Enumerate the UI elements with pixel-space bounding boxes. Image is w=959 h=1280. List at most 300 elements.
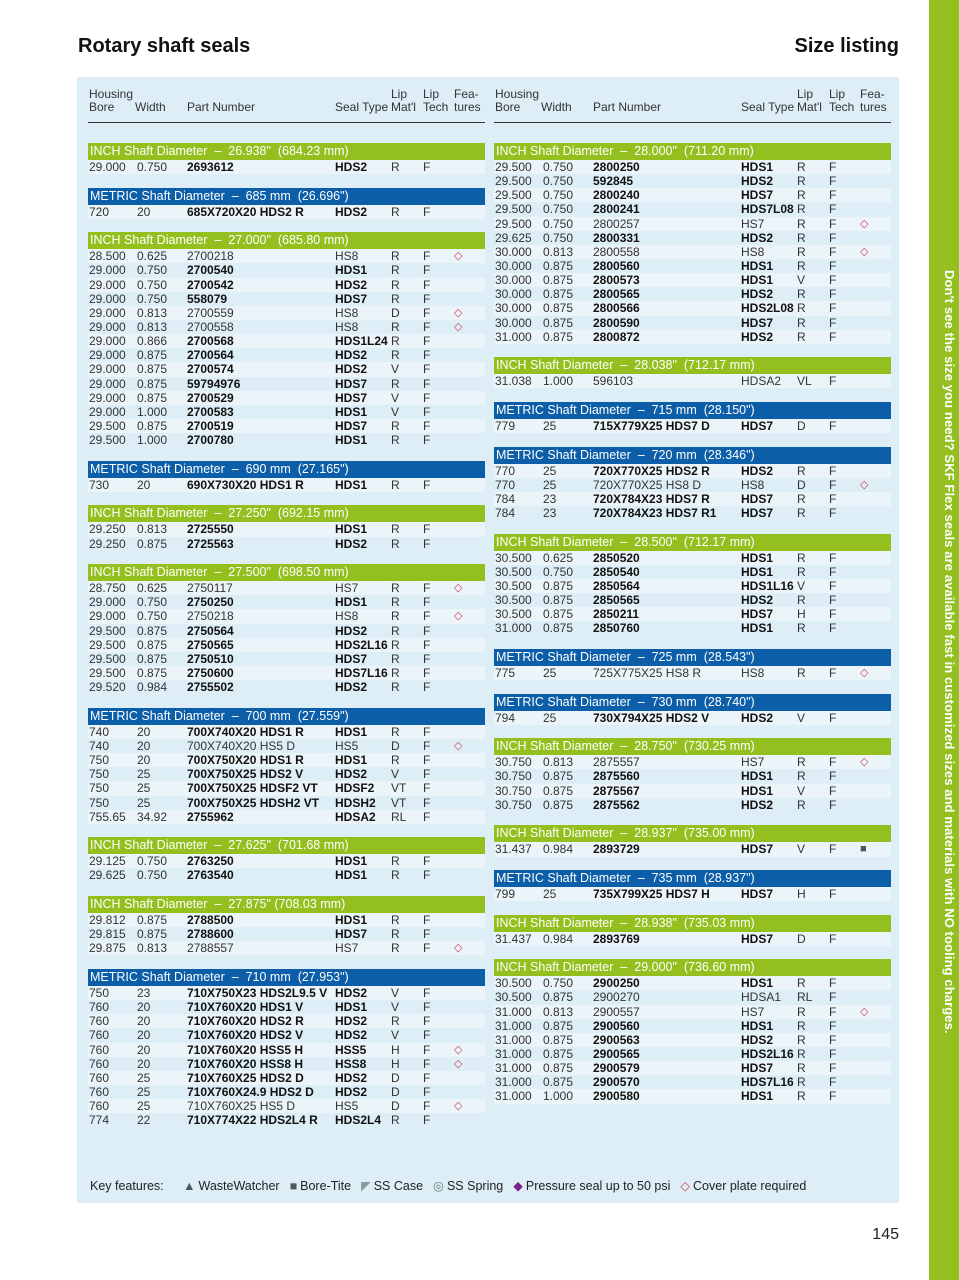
seal-type-cell: HDS1 (741, 550, 774, 565)
cover-plate-icon: ◇ (860, 667, 869, 680)
table-row (88, 1000, 485, 1014)
seal-type-cell: HDS1 (741, 1089, 774, 1104)
part-number-cell: 2755502 (187, 680, 234, 695)
table-row (494, 565, 891, 579)
lip-tech-cell: F (423, 623, 431, 638)
width-cell: 20 (137, 753, 151, 768)
table-row (88, 595, 485, 609)
lip-tech-cell: F (829, 1089, 837, 1104)
seal-type-cell: HDS7 (335, 418, 368, 433)
part-number-cell: 700X740X20 HDS1 R (187, 724, 304, 739)
part-number-cell: 2700564 (187, 348, 234, 363)
lip-material-cell: V (797, 783, 806, 798)
width-cell: 22 (137, 1113, 151, 1128)
seal-type-cell: HDS2 (335, 362, 368, 377)
table-row (494, 1033, 891, 1047)
width-cell: 0.875 (137, 651, 168, 666)
table-row (88, 537, 485, 551)
width-cell: 25 (137, 795, 151, 810)
housing-bore-cell: 30.500 (495, 976, 532, 991)
lip-material-cell: R (797, 188, 806, 203)
sections-left (88, 143, 485, 1141)
table-row (88, 753, 485, 767)
header-housing: Housing (89, 87, 134, 101)
seal-type-cell: HDS2 (335, 623, 368, 638)
cover-plate-icon: ◇ (454, 582, 463, 595)
seal-type-cell: HDS2 (335, 767, 368, 782)
lip-material-cell: R (391, 753, 400, 768)
table-row (88, 419, 485, 433)
width-cell: 0.875 (543, 621, 574, 636)
lip-tech-cell: F (829, 273, 837, 288)
width-cell: 0.625 (543, 550, 574, 565)
cover-plate-icon: ◇ (860, 1005, 869, 1018)
part-number-cell: 2800872 (593, 329, 640, 344)
housing-bore-cell: 750 (89, 795, 110, 810)
size-section (494, 357, 891, 388)
size-section (494, 870, 891, 901)
width-cell: 0.875 (543, 1018, 574, 1033)
table-row (88, 391, 485, 405)
table-row (494, 231, 891, 245)
part-number-cell: 2850760 (593, 621, 640, 636)
table-row (494, 755, 891, 769)
lip-material-cell: R (391, 637, 400, 652)
lip-tech-cell: F (423, 1028, 431, 1043)
part-number-cell: 2850565 (593, 593, 640, 608)
seal-type-cell: HDS2 (741, 230, 774, 245)
part-number-cell: 558079 (187, 291, 228, 306)
housing-bore-cell: 760 (89, 1070, 110, 1085)
lip-material-cell: R (391, 160, 400, 174)
part-number-cell: 720X784X23 HDS7 R (593, 491, 710, 506)
lip-material-cell: R (797, 621, 806, 636)
lip-tech-cell: F (423, 1014, 431, 1029)
table-row (88, 1043, 485, 1057)
seal-type-cell: HDS7 (741, 1061, 774, 1076)
table-row (494, 1075, 891, 1089)
lip-material-cell: R (797, 174, 806, 189)
seal-type-cell: HS5 (335, 738, 359, 753)
table-row (494, 374, 891, 388)
width-cell: 0.813 (543, 1004, 574, 1019)
seal-type-cell: HDS7 (741, 842, 774, 857)
width-cell: 0.875 (543, 287, 574, 302)
key-features-legend (90, 1178, 816, 1193)
housing-bore-cell: 720 (89, 204, 110, 219)
lip-material-cell: R (797, 315, 806, 330)
seal-type-cell: HDS2 (335, 985, 368, 1000)
table-row (494, 287, 891, 301)
lip-tech-cell: F (423, 348, 431, 363)
lip-material-cell: R (797, 160, 806, 174)
width-cell: 0.750 (543, 160, 574, 174)
table-row (88, 652, 485, 666)
width-cell: 0.875 (137, 927, 168, 942)
housing-bore-cell: 750 (89, 753, 110, 768)
table-row (494, 798, 891, 812)
table-row (88, 581, 485, 595)
seal-type-cell: HDS2 (741, 1032, 774, 1047)
cover-plate-icon: ◇ (454, 739, 463, 752)
lip-tech-cell: F (829, 160, 837, 174)
part-number-cell: 720X784X23 HDS7 R1 (593, 506, 717, 521)
table-row (88, 767, 485, 781)
size-section (88, 188, 485, 219)
housing-bore-cell: 770 (495, 477, 516, 492)
part-number-cell: 2700540 (187, 263, 234, 278)
housing-bore-cell: 29.500 (495, 216, 532, 231)
width-cell: 0.875 (137, 376, 168, 391)
width-cell: 1.000 (137, 433, 168, 448)
housing-bore-cell: 30.000 (495, 315, 532, 330)
size-section (494, 738, 891, 812)
lip-tech-cell: F (423, 404, 431, 419)
header-features: Fea- (860, 87, 885, 101)
size-section (494, 694, 891, 725)
table-row (494, 492, 891, 506)
wastewatcher-icon: ▲ (183, 1179, 196, 1193)
lip-material-cell: R (797, 491, 806, 506)
seal-type-cell: HS8 (741, 244, 765, 259)
width-cell: 0.750 (543, 174, 574, 189)
housing-bore-cell: 760 (89, 1014, 110, 1029)
lip-tech-cell: F (829, 976, 837, 991)
part-number-cell: 710X760X20 HDS1 V (187, 1000, 304, 1015)
table-row (88, 292, 485, 306)
seal-type-cell: HDS2 (741, 329, 774, 344)
lip-material-cell: R (391, 522, 400, 537)
seal-type-cell: HDS7L08 (741, 202, 794, 217)
metric-shaft-diameter-header: METRIC Shaft Diameter – 685 mm (26.696") (88, 188, 485, 205)
lip-tech-cell: F (829, 188, 837, 203)
header-lip: Lip (423, 87, 440, 101)
width-cell: 0.875 (137, 637, 168, 652)
seal-type-cell: HDS2 (741, 593, 774, 608)
housing-bore-cell: 30.500 (495, 550, 532, 565)
lip-tech-cell: F (423, 1084, 431, 1099)
lip-tech-cell: F (423, 1099, 431, 1114)
seal-type-cell: HDSA2 (741, 374, 782, 389)
housing-bore-cell: 31.000 (495, 1032, 532, 1047)
seal-type-cell: HS8 (335, 609, 359, 624)
housing-bore-cell: 29.000 (89, 160, 126, 174)
inch-shaft-diameter-header: INCH Shaft Diameter – 28.938" (735.03 mm) (494, 915, 891, 932)
seal-type-cell: HDSA1 (741, 990, 782, 1005)
seal-type-cell: HDS1 (335, 753, 368, 768)
seal-type-cell: HDS7 (741, 418, 774, 433)
part-number-cell: 690X730X20 HDS1 R (187, 477, 304, 492)
lip-tech-cell: F (423, 277, 431, 292)
table-row (88, 478, 485, 492)
header-features: tures (454, 100, 481, 114)
size-section (88, 505, 485, 550)
lip-tech-cell: F (423, 767, 431, 782)
housing-bore-cell: 770 (495, 463, 516, 478)
width-cell: 0.984 (543, 842, 574, 857)
housing-bore-cell: 29.000 (89, 609, 126, 624)
housing-bore-cell: 31.000 (495, 1061, 532, 1076)
part-number-cell: 2900570 (593, 1075, 640, 1090)
part-number-cell: 2875567 (593, 783, 640, 798)
seal-type-cell: HDS7 (335, 376, 368, 391)
size-section (494, 649, 891, 680)
lip-tech-cell: F (829, 216, 837, 231)
lip-material-cell: R (391, 651, 400, 666)
header-tech: Tech (829, 100, 855, 114)
housing-bore-cell: 29.500 (495, 174, 532, 189)
housing-bore-cell: 29.875 (89, 941, 126, 956)
lip-material-cell: D (391, 738, 400, 753)
width-cell: 0.866 (137, 334, 168, 349)
table-row (88, 377, 485, 391)
lip-material-cell: R (391, 595, 400, 610)
lip-tech-cell: F (423, 637, 431, 652)
part-number-cell: 59794976 (187, 376, 241, 391)
key-item-label: SS Case (373, 1179, 424, 1193)
seal-type-cell: HS7 (741, 755, 765, 770)
table-row (88, 1113, 485, 1127)
seal-type-cell: HDS1L24 (335, 334, 388, 349)
table-row (88, 1071, 485, 1085)
cover-plate-icon: ◇ (454, 1043, 463, 1056)
table-row (494, 784, 891, 798)
width-cell: 0.875 (543, 258, 574, 273)
seal-type-cell: HDS2 (335, 680, 368, 695)
seal-type-cell: HDS7 (335, 651, 368, 666)
lip-tech-cell: F (829, 710, 837, 725)
inch-shaft-diameter-header: INCH Shaft Diameter – 27.000" (685.80 mm) (88, 232, 485, 249)
lip-material-cell: RL (391, 809, 407, 824)
seal-type-cell: HDS7L16 (741, 1075, 794, 1090)
part-number-cell: 710X760X20 HSS5 H (187, 1042, 304, 1057)
seal-type-cell: HS8 (335, 305, 359, 320)
table-row (494, 711, 891, 725)
table-row (88, 913, 485, 927)
part-number-cell: 710X760X25 HS5 D (187, 1099, 296, 1114)
lip-tech-cell: F (423, 305, 431, 320)
lip-material-cell: R (391, 666, 400, 681)
width-cell: 0.875 (543, 607, 574, 622)
part-number-cell: 710X750X23 HDS2L9.5 V (187, 985, 328, 1000)
part-number-cell: 2900250 (593, 976, 640, 991)
lip-material-cell: D (391, 1099, 400, 1114)
housing-bore-cell: 740 (89, 724, 110, 739)
table-row (88, 854, 485, 868)
seal-type-cell: HDS1 (741, 783, 774, 798)
lip-material-cell: R (797, 202, 806, 217)
header-width: Width (135, 100, 166, 114)
header-housing: Housing (495, 87, 540, 101)
table-row (494, 593, 891, 607)
part-number-cell: 2800573 (593, 273, 640, 288)
table-row (88, 160, 485, 174)
lip-tech-cell: F (829, 477, 837, 492)
table-row (494, 419, 891, 433)
lip-material-cell: VT (391, 781, 407, 796)
housing-bore-cell: 760 (89, 1084, 110, 1099)
lip-tech-cell: F (829, 755, 837, 770)
part-number-cell: 700X750X25 HDSF2 VT (187, 781, 318, 796)
lip-material-cell: R (391, 1113, 400, 1128)
width-cell: 0.875 (543, 315, 574, 330)
housing-bore-cell: 31.000 (495, 1004, 532, 1019)
housing-bore-cell: 29.000 (89, 334, 126, 349)
housing-bore-cell: 29.125 (89, 854, 126, 869)
header-matl: Mat'l (391, 100, 416, 114)
seal-type-cell: HS5 (335, 1099, 359, 1114)
lip-tech-cell: F (423, 249, 431, 264)
part-number-cell: 2700574 (187, 362, 234, 377)
lip-tech-cell: F (829, 842, 837, 857)
lip-material-cell: R (391, 1014, 400, 1029)
ss-spring-icon: ◎ (433, 1179, 444, 1193)
part-number-cell: 2800257 (593, 216, 640, 231)
lip-tech-cell: F (423, 651, 431, 666)
lip-material-cell: V (391, 362, 400, 377)
size-section (494, 143, 891, 344)
lip-tech-cell: F (829, 666, 837, 681)
inch-shaft-diameter-header: INCH Shaft Diameter – 28.750" (730.25 mm) (494, 738, 891, 755)
seal-type-cell: HDS2L16 (741, 1046, 794, 1061)
table-row (494, 217, 891, 231)
housing-bore-cell: 29.000 (89, 291, 126, 306)
header-part-number: Part Number (593, 100, 662, 114)
lip-material-cell: R (391, 927, 400, 942)
table-row (494, 1089, 891, 1103)
seal-type-cell: HDS1 (335, 913, 368, 928)
lip-tech-cell: F (829, 1061, 837, 1076)
lip-material-cell: R (797, 1032, 806, 1047)
seal-type-cell: HDS7 (335, 390, 368, 405)
table-row (88, 624, 485, 638)
part-number-cell: 730X794X25 HDS2 V (593, 710, 710, 725)
width-cell: 20 (137, 477, 151, 492)
width-cell: 23 (137, 985, 151, 1000)
seal-type-cell: HDS1 (335, 854, 368, 869)
size-section (494, 915, 891, 946)
size-section (88, 564, 485, 694)
size-section (88, 232, 485, 447)
width-cell: 0.875 (543, 783, 574, 798)
table-row (88, 334, 485, 348)
housing-bore-cell: 29.500 (495, 188, 532, 203)
housing-bore-cell: 29.000 (89, 348, 126, 363)
lip-material-cell: R (391, 418, 400, 433)
width-cell: 25 (137, 1070, 151, 1085)
lip-material-cell: D (797, 418, 806, 433)
lip-material-cell: R (797, 1061, 806, 1076)
seal-type-cell: HS8 (335, 319, 359, 334)
lip-tech-cell: F (829, 887, 837, 901)
cover-plate-icon: ◇ (860, 217, 869, 230)
header-seal-type: Seal Type (335, 100, 389, 114)
part-number-cell: 710X760X24.9 HDS2 D (187, 1084, 314, 1099)
lip-tech-cell: F (423, 724, 431, 739)
width-cell: 0.750 (137, 609, 168, 624)
part-number-cell: 720X770X25 HS8 D (593, 477, 702, 492)
lip-tech-cell: F (423, 263, 431, 278)
cover-plate-icon: ◇ (860, 245, 869, 258)
lip-material-cell: R (391, 263, 400, 278)
table-row (88, 638, 485, 652)
lip-tech-cell: F (423, 1056, 431, 1071)
table-row (494, 1019, 891, 1033)
table-row (88, 405, 485, 419)
table-row (494, 1061, 891, 1075)
lip-tech-cell: F (829, 301, 837, 316)
table-row (494, 842, 891, 856)
housing-bore-cell: 760 (89, 1099, 110, 1114)
metric-shaft-diameter-header: METRIC Shaft Diameter – 715 mm (28.150") (494, 402, 891, 419)
table-row (494, 932, 891, 946)
header-lip: Lip (829, 87, 846, 101)
housing-bore-cell: 28.750 (89, 581, 126, 596)
lip-material-cell: R (797, 329, 806, 344)
lip-material-cell: V (797, 710, 806, 725)
part-number-cell: 2750565 (187, 637, 234, 652)
table-row (88, 348, 485, 362)
table-row (88, 263, 485, 277)
part-number-cell: 700X740X20 HS5 D (187, 738, 296, 753)
lip-tech-cell: F (423, 595, 431, 610)
seal-type-cell: HDS1 (741, 273, 774, 288)
width-cell: 0.875 (543, 769, 574, 784)
housing-bore-cell: 29.520 (89, 680, 126, 695)
lip-material-cell: V (391, 1028, 400, 1043)
housing-bore-cell: 29.250 (89, 536, 126, 551)
lip-material-cell: R (797, 1018, 806, 1033)
seal-type-cell: HDS1 (741, 1018, 774, 1033)
lip-material-cell: R (797, 593, 806, 608)
part-number-cell: 2800590 (593, 315, 640, 330)
width-cell: 0.750 (543, 202, 574, 217)
part-number-cell: 2700542 (187, 277, 234, 292)
width-cell: 0.984 (137, 680, 168, 695)
bore-tite-icon: ■ (289, 1179, 298, 1193)
lip-material-cell: R (797, 216, 806, 231)
part-number-cell: 2763250 (187, 854, 234, 869)
ss-case-icon: ◤ (361, 1179, 371, 1193)
lip-material-cell: R (797, 230, 806, 245)
seal-type-cell: HDS1 (741, 258, 774, 273)
housing-bore-cell: 30.500 (495, 990, 532, 1005)
seal-type-cell: HDS2 (335, 204, 368, 219)
size-section (494, 534, 891, 636)
width-cell: 0.750 (543, 230, 574, 245)
lip-tech-cell: F (829, 769, 837, 784)
lip-tech-cell: F (829, 374, 837, 389)
lip-material-cell: R (797, 769, 806, 784)
lip-tech-cell: F (423, 433, 431, 448)
housing-bore-cell: 29.500 (89, 623, 126, 638)
lip-tech-cell: F (829, 1032, 837, 1047)
seal-type-cell: HDS1 (335, 1000, 368, 1015)
lip-tech-cell: F (423, 160, 431, 174)
width-cell: 0.984 (543, 931, 574, 946)
housing-bore-cell: 30.500 (495, 578, 532, 593)
part-number-cell: 2725563 (187, 536, 234, 551)
housing-bore-cell: 29.500 (89, 433, 126, 448)
part-number-cell: 2750600 (187, 666, 234, 681)
lip-tech-cell: F (423, 1000, 431, 1015)
cover-plate-icon: ◇ (454, 1100, 463, 1113)
part-number-cell: 2893729 (593, 842, 640, 857)
lip-tech-cell: F (423, 809, 431, 824)
table-row (494, 316, 891, 330)
metric-shaft-diameter-header: METRIC Shaft Diameter – 720 mm (28.346") (494, 447, 891, 464)
key-item-label: SS Spring (446, 1179, 504, 1193)
